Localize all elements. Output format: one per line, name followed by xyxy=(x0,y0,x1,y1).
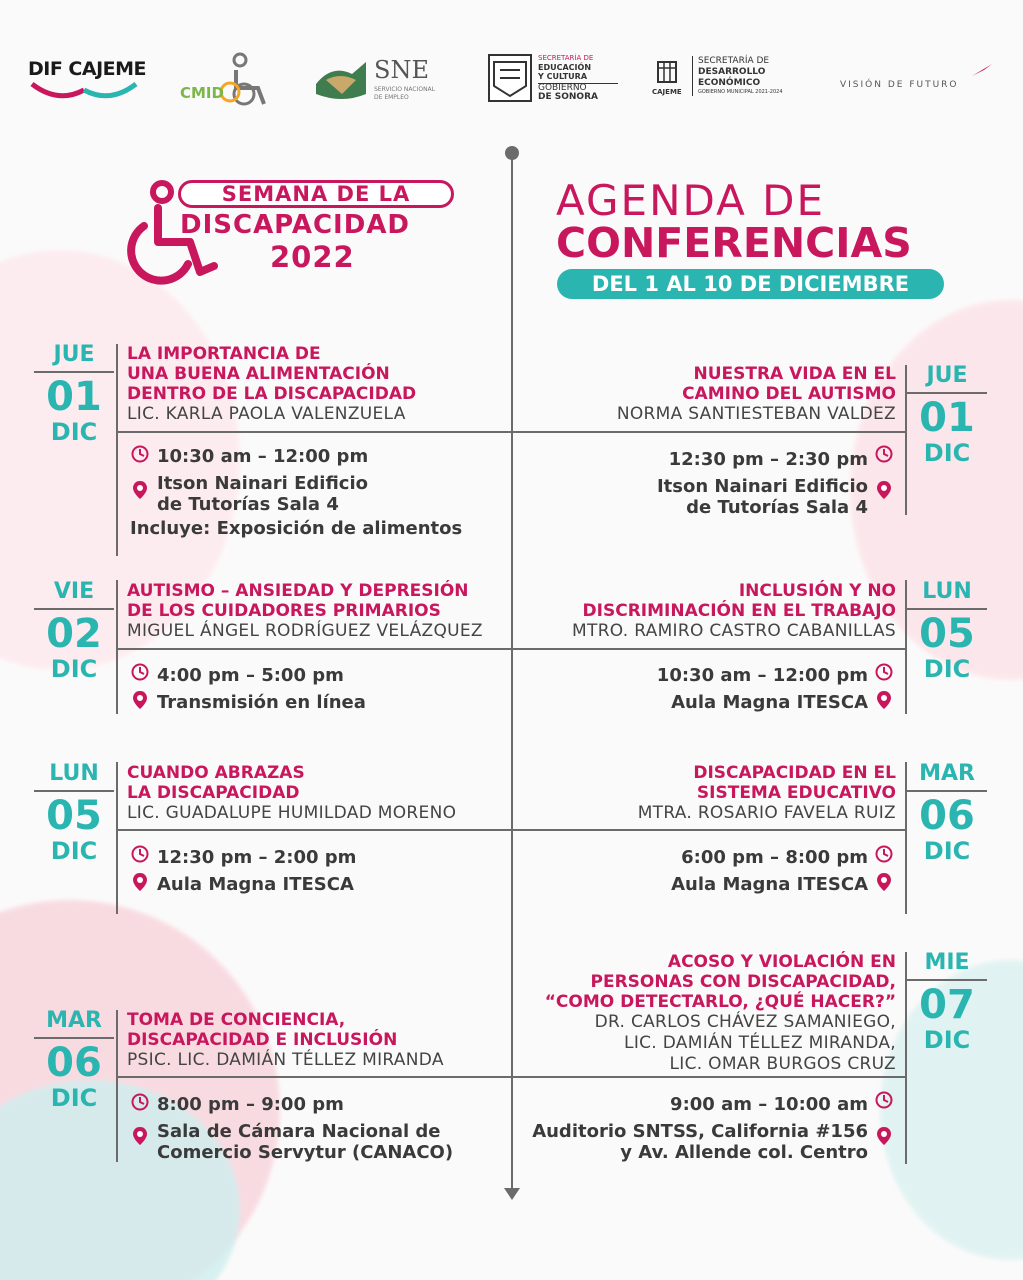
semana-title-box xyxy=(178,180,454,208)
event-card xyxy=(127,763,511,824)
event-place: Auditorio SNTSS, California #156 y Av. Allende col. Centro xyxy=(532,1121,868,1163)
event-divider xyxy=(905,762,907,914)
event-place: Sala de Cámara Nacional de Comercio Servytur (CANACO) xyxy=(157,1121,454,1163)
logo-row xyxy=(0,50,1023,110)
event-title: LA IMPORTANCIA DE UNA BUENA ALIMENTACIÓN DENTRO DE LA DISCAPACIDAD xyxy=(127,344,417,404)
date-block: LUN 05 DIC xyxy=(34,761,114,864)
location-pin-icon xyxy=(874,480,894,500)
gobierno-sonora-logo: SECRETARÍA DE EDUCACIÓN Y CULTURA GOBIERNO DE SONORA xyxy=(488,54,532,102)
event-separator xyxy=(513,648,905,650)
date-block: MIE 07 DIC xyxy=(907,950,987,1053)
event-title: AUTISMO – ANSIEDAD Y DEPRESIÓN DE LOS CUIDADORES PRIMARIOS xyxy=(127,581,469,621)
clock-icon xyxy=(874,844,894,864)
location-pin-icon xyxy=(874,1126,894,1146)
event-separator xyxy=(513,829,905,831)
event-time: 12:30 pm – 2:30 pm xyxy=(668,449,868,470)
event-card xyxy=(127,581,511,642)
date-block: JUE 01 DIC xyxy=(34,342,114,445)
event-time: 10:30 am – 12:00 pm xyxy=(157,446,369,467)
clock-icon xyxy=(874,662,894,682)
event-place: Aula Magna ITESCA xyxy=(671,692,868,713)
event-place: Aula Magna ITESCA xyxy=(671,874,868,895)
event-time: 4:00 pm – 5:00 pm xyxy=(157,665,344,686)
date-block: VIE 02 DIC xyxy=(34,579,114,682)
semana-title-year: 2022 xyxy=(270,240,355,274)
event-time: 10:30 am – 12:00 pm xyxy=(656,665,868,686)
event-card xyxy=(520,364,896,425)
event-title: INCLUSIÓN Y NO DISCRIMINACIÓN EN EL TRABAJO xyxy=(582,581,896,621)
clock-icon xyxy=(130,662,150,682)
event-speaker: MIGUEL ÁNGEL RODRÍGUEZ VELÁZQUEZ xyxy=(127,621,483,641)
vision-futuro-logo: VISIÓN DE FUTURO xyxy=(840,72,959,91)
event-title: CUANDO ABRAZAS LA DISCAPACIDAD xyxy=(127,763,305,803)
location-pin-icon xyxy=(874,872,894,892)
event-card xyxy=(520,763,896,824)
agenda-title-line1: AGENDA DE xyxy=(556,176,826,225)
event-speaker: NORMA SANTIESTEBAN VALDEZ xyxy=(616,404,896,424)
event-divider xyxy=(905,952,907,1164)
dif-cajeme-logo: DIF CAJEME xyxy=(28,58,146,106)
event-card xyxy=(127,1010,511,1071)
location-pin-icon xyxy=(874,690,894,710)
event-divider xyxy=(905,365,907,515)
event-speaker: PSIC. LIC. DAMIÁN TÉLLEZ MIRANDA xyxy=(127,1050,444,1070)
date-block: MAR 06 DIC xyxy=(907,761,987,864)
semana-title-line1: SEMANA DE LA xyxy=(221,182,411,206)
date-block: JUE 01 DIC xyxy=(907,363,987,466)
event-separator xyxy=(513,431,905,433)
clock-icon xyxy=(130,844,150,864)
location-pin-icon xyxy=(130,480,150,500)
event-card xyxy=(520,581,896,642)
cmid-logo: CMID xyxy=(178,50,278,114)
event-place: Itson Nainari Edificio de Tutorías Sala 4 xyxy=(656,476,868,518)
agenda-title-line2: CONFERENCIAS xyxy=(556,219,912,267)
event-place: Aula Magna ITESCA xyxy=(157,874,354,895)
location-pin-icon xyxy=(130,690,150,710)
event-speaker: MTRA. ROSARIO FAVELA RUIZ xyxy=(637,803,896,823)
timeline-start-dot xyxy=(505,146,519,160)
event-divider xyxy=(116,762,118,914)
cajeme-sde-logo: CAJEME SECRETARÍA DE DESARROLLO ECONÓMICO GOBIERNO MUNICIPAL 2021-2024 xyxy=(652,56,682,90)
event-divider xyxy=(905,580,907,714)
event-title: DISCAPACIDAD EN EL SISTEMA EDUCATIVO xyxy=(693,763,896,803)
event-title: ACOSO Y VIOLACIÓN EN PERSONAS CON DISCAPACIDAD, “COMO DETECTARLO, ¿QUÉ HACER?” xyxy=(544,952,896,1012)
timeline-line xyxy=(511,152,513,1192)
location-pin-icon xyxy=(130,1126,150,1146)
clock-icon xyxy=(130,1092,150,1112)
clock-icon xyxy=(130,444,150,464)
event-card xyxy=(127,344,507,425)
event-time: 8:00 pm – 9:00 pm xyxy=(157,1094,344,1115)
event-speaker: MTRO. RAMIRO CASTRO CABANILLAS xyxy=(572,621,896,641)
clock-icon xyxy=(874,444,894,464)
date-block: MAR 06 DIC xyxy=(34,1008,114,1111)
semana-title-line2: DISCAPACIDAD xyxy=(180,210,411,240)
event-time: 12:30 pm – 2:00 pm xyxy=(157,847,357,868)
timeline-arrow-icon xyxy=(504,1188,520,1200)
location-pin-icon xyxy=(130,872,150,892)
event-card xyxy=(515,952,896,1075)
event-speaker: LIC. KARLA PAOLA VALENZUELA xyxy=(127,404,406,424)
sne-logo: SNE SERVICIO NACIONAL DE EMPLEO xyxy=(312,54,370,108)
event-divider xyxy=(116,344,118,556)
event-place: Transmisión en línea xyxy=(157,692,366,713)
date-range-badge: DEL 1 AL 10 DE DICIEMBRE xyxy=(557,269,944,299)
event-title: TOMA DE CONCIENCIA, DISCAPACIDAD E INCLUSIÓN xyxy=(127,1010,398,1050)
event-extra: Incluye: Exposición de alimentos xyxy=(130,518,463,539)
date-block: LUN 05 DIC xyxy=(907,579,987,682)
event-divider xyxy=(116,1010,118,1162)
event-speaker: DR. CARLOS CHÁVEZ SAMANIEGO, LIC. DAMIÁN TÉLLEZ MIRANDA, LIC. OMAR BURGOS CRUZ xyxy=(594,1012,896,1074)
event-separator xyxy=(513,1076,905,1078)
event-speaker: LIC. GUADALUPE HUMILDAD MORENO xyxy=(127,803,457,823)
event-time: 6:00 pm – 8:00 pm xyxy=(681,847,868,868)
event-divider xyxy=(116,580,118,714)
event-title: NUESTRA VIDA EN EL CAMINO DEL AUTISMO xyxy=(682,364,896,404)
event-separator xyxy=(116,648,511,650)
event-time: 9:00 am – 10:00 am xyxy=(670,1094,868,1115)
event-separator xyxy=(116,1076,511,1078)
event-place: Itson Nainari Edificio de Tutorías Sala 4 xyxy=(157,473,369,515)
event-separator xyxy=(116,431,511,433)
event-separator xyxy=(116,829,511,831)
clock-icon xyxy=(874,1090,894,1110)
